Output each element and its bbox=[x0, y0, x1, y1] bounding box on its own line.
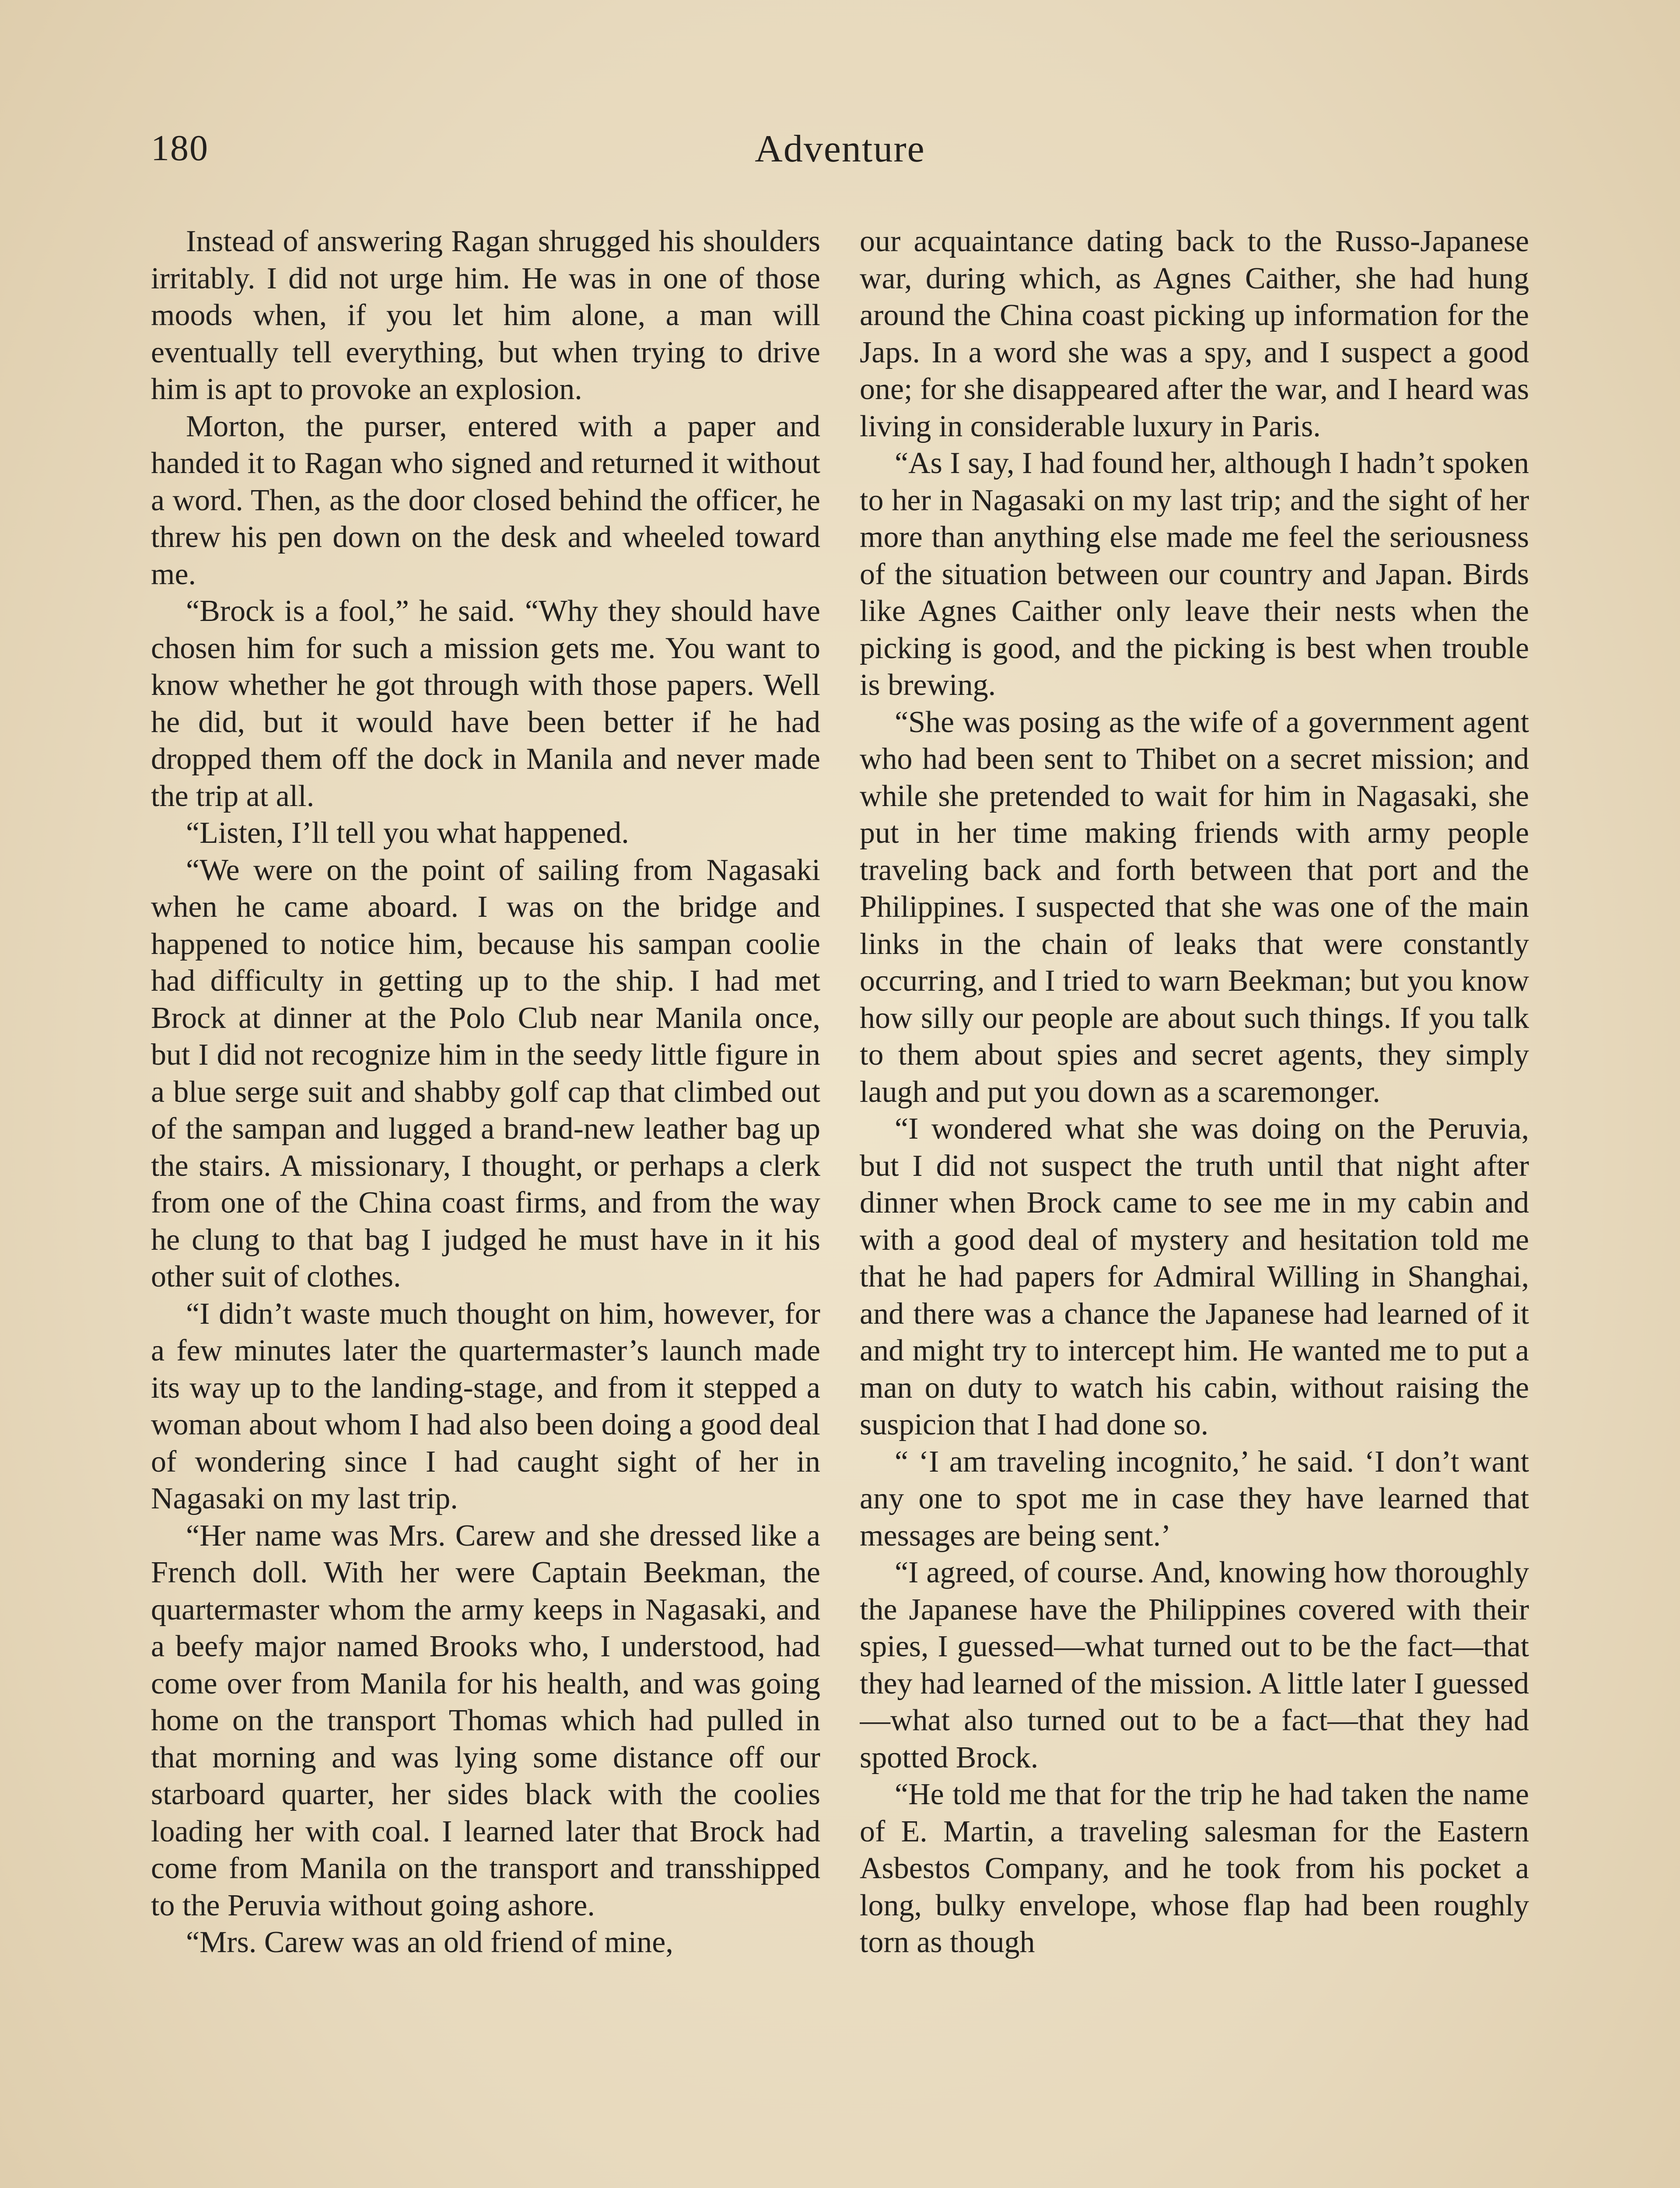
page-number: 180 bbox=[151, 128, 209, 168]
paragraph: “I wondered what she was doing on the Peruvia, but I did not suspect the truth until that night after dinner when Brock came to see me in my cabin and with a good deal of mystery and hesitation told me that he had papers for Admiral Willing in Shanghai, and there was a chance the Japanese had learned of it and might try to intercept him. He wanted me to put a man on duty to watch his cabin, without raising the suspicion that I had done so. bbox=[860, 1112, 1529, 1441]
paragraph: “As I say, I had found her, although I hadn’t spoken to her in Nagasaki on my last trip; and the sight of her more than anything else made me feel the seriousness of the situation between our country and Japan. Birds like Agnes Caither only leave their nests when the picking is good, and the picking is best when trouble is brewing. bbox=[860, 446, 1529, 702]
paragraph: “She was posing as the wife of a government agent who had been sent to Thibet on a secret mission; and while she pretended to wait for him in Nagasaki, she put in her time making friends with army people traveling back and forth between that port and the Philippines. I suspected that she was one of the main links in the chain of leaks that were constantly occurring, and I tried to warn Beekman; but you know how silly our people are about such things. If you talk to them about spies and secret agents, they simply laugh and put you down as a scaremonger. bbox=[860, 705, 1529, 1109]
running-title: Adventure bbox=[755, 128, 925, 170]
paragraph: “Her name was Mrs. Carew and she dressed like a French doll. With her were Captain Beekman, the quartermaster whom the army keeps in Nagasaki, and a beefy major named Brooks who, I understood, had come over from Manila for his health, and was going home on the transport Thomas which had pulled in that morning and was lying some distance off our starboard quarter, her sides black with the coolies loading her with coal. I learned later that Brock had come from Manila on the transport and transshipped to the Peruvia without going ashore. bbox=[151, 1518, 820, 1922]
paragraph-continued: our acquaintance dating back to the Russo-Japanese war, during which, as Agnes Caither, she had hung around the China coast picking up information for the Japs. In a word she was a spy, and I suspect a good one; for she disappeared after the war, and I heard was living in considerable luxury in Paris. bbox=[860, 224, 1529, 443]
paragraph: “We were on the point of sailing from Nagasaki when he came aboard. I was on the bridge and happened to notice him, because his sampan coolie had difficulty in getting up to the ship. I had met Brock at dinner at the Polo Club near Manila once, but I did not recognize him in the seedy little figure in a blue serge suit and shabby golf cap that climbed out of the sampan and lugged a brand-new leather bag up the stairs. A missionary, I thought, or perhaps a clerk from one of the China coast firms, and from the way he clung to that bag I judged he must have in it his other suit of clothes. bbox=[151, 853, 820, 1294]
paragraph: Morton, the purser, entered with a paper and handed it to Ragan who signed and returned it without a word. Then, as the door closed behind the officer, he threw his pen down on the desk and wheeled toward me. bbox=[151, 409, 820, 591]
left-column bbox=[151, 223, 820, 2188]
paragraph: “Mrs. Carew was an old friend of mine, bbox=[186, 1925, 673, 1959]
paragraph: “Brock is a fool,” he said. “Why they should have chosen him for such a mission gets me. You want to know whether he got through with those papers. Well he did, but it would have been better if he had dropped them off the dock in Manila and never made the trip at all. bbox=[151, 594, 820, 813]
text-columns bbox=[151, 223, 1529, 2188]
paragraph: “I didn’t waste much thought on him, however, for a few minutes later the quartermaster’s launch made its way up to the landing-stage, and from it stepped a woman about whom I had also been doing a good deal of wondering since I had caught sight of her in Nagasaki on my last trip. bbox=[151, 1297, 820, 1515]
paragraph: Instead of answering Ragan shrugged his shoulders irritably. I did not urge him. He was in one of those moods when, if you let him alone, a man will eventually tell everything, but when trying to drive him is apt to provoke an explosion. bbox=[151, 224, 820, 406]
paragraph: “He told me that for the trip he had taken the name of E. Martin, a traveling salesman for the Eastern Asbestos Company, and he took from his pocket a long, bulky envelope, whose flap had been roughly torn as though bbox=[860, 1778, 1529, 1959]
paragraph: “I agreed, of course. And, knowing how thoroughly the Japanese have the Philippines covered with their spies, I guessed—what turned out to be the fact—that they had learned of the mission. A little later I guessed—what also turned out to be a fact—that they had spotted Brock. bbox=[860, 1556, 1529, 1774]
page-header bbox=[151, 127, 1529, 179]
paragraph: “Listen, I’ll tell you what happened. bbox=[186, 816, 629, 850]
right-column bbox=[860, 223, 1529, 2188]
paragraph: “ ‘I am traveling incognito,’ he said. ‘I don’t want any one to spot me in case they have learned that messages are being sent.’ bbox=[860, 1445, 1529, 1553]
